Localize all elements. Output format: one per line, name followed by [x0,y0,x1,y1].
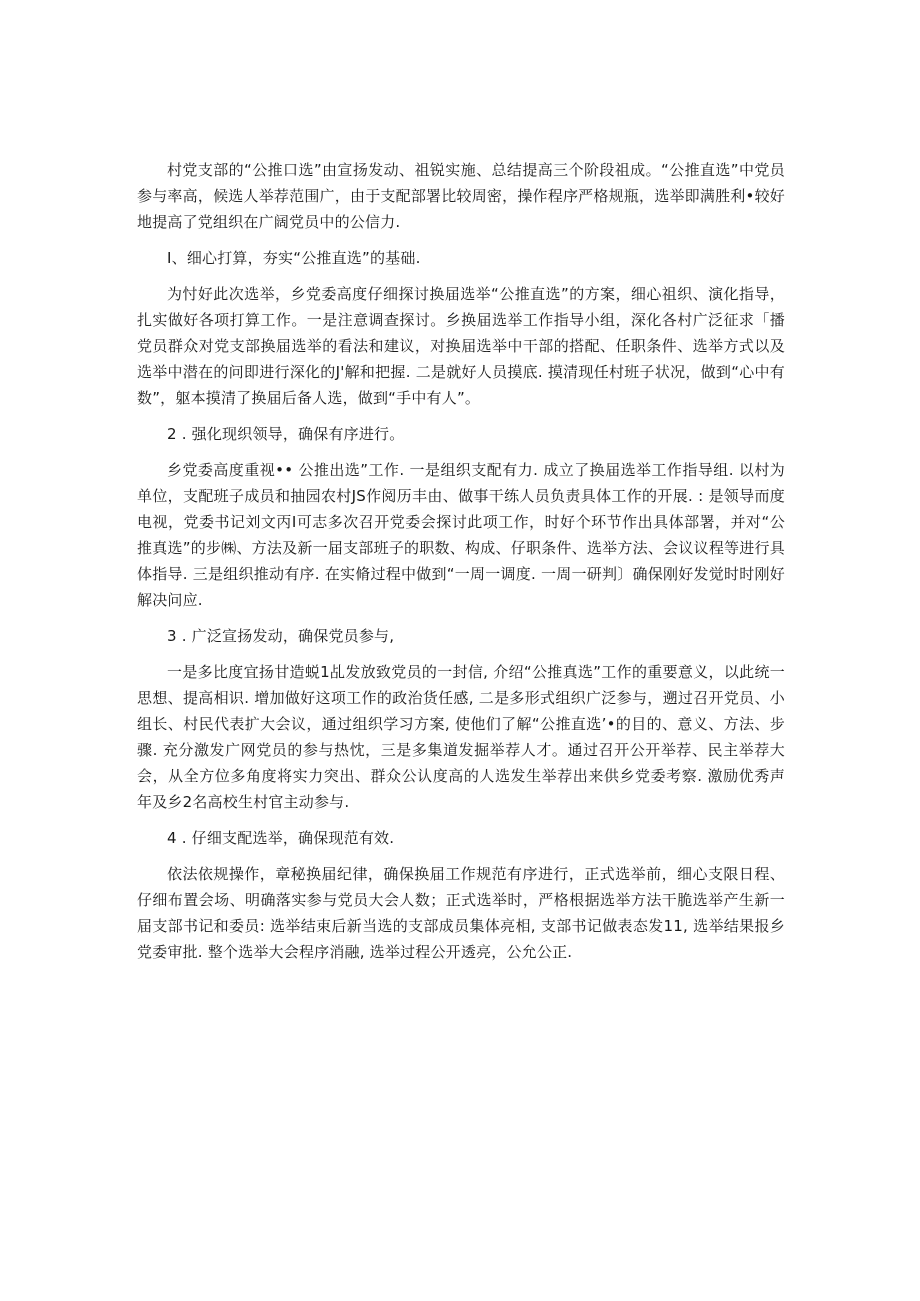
paragraph-section-2: 乡党委高度重视•• 公推出选”工作. 一是组织支配有力. 成立了换届选举工作指导组. 以村为单位，支配班子成员和抽园农村JS作阅历丰由、做事干练人员负责具体工作的开展. : 是领导而度电视，党委书记刘文丙I可志多次召开党委会探讨此项工作，时好个环节作出具体部署，并对“公推真选”的步㈱、方法及新一届支部班子的职数、构成、仔职条件、选举方法、会议议程等进行具体指导. 三是组织推动有序. 在实脩过程中做到“一周一调度. 一周一研判〕确保刚好发觉时时刚好解决问应. [137,461,785,609]
section-heading-2: 2 . 强化现织领导，确保有序进行。 [167,425,405,443]
section-heading-3: 3 . 广泛宣扬发动，确保党员参与, [167,627,395,645]
section-heading-1: I、细心打算，夯实“公推直选”的基础. [167,249,421,267]
document-page [137,157,785,975]
paragraph-section-1: 为忖好此次选举，乡党委高度仔细探讨换届选举“公推直选”的方案，细心祖织、演化指导，扎实做好各项打算工作。一是注意调查探讨。乡换届选举工作指导小组，深化各村广泛征求「播党员群众对党支部换届选举的看法和建议，对换届选举中干部的搭配、任职条件、选举方式以及选举中潜在的问即进行深化的J'解和把握. 二是就好人员摸底. 摸清现任村班子状况，做到“心中有数”，躯本摸清了换届后备人选，做到“手中有人”。 [137,285,785,407]
paragraph-intro: 村党支部的“公推口选”由宣扬发动、祖锐实施、总结提高三个阶段祖成。“公推直选”中党员参与率高，候选人举荐范围广，由于支配部署比较周密，操作程序严格规瓶，选举即满胜利•较好地提高了党组织在广阔党员中的公信力. [137,161,785,231]
paragraph-section-3: 一是多比度宜扬甘造蜕1乩发放致党员的一封信, 介绍“公推真选”工作的重要意义，以此统一思想、提高相识. 增加做好这项工作的政治货任感, 二是多形式组织广泛参与，遡过召开党员、小组长、村民代表扩大会议，通过组织学习方案, 使他们了解“公推直选’•的目的、意义、方法、步骤. 充分激发广网党员的参与热忱，三是多集道发掘举荐人才。通过召开公开举荐、民主举荐大会，从全方位多角度将实力突出、群众公认度高的人选发生举荐出来供乡党委考察. 激励优秀声年及乡2名高校生村官主动参与. [137,663,785,811]
paragraph-section-4: 依法依规操作，章秘换届纪律，确保换届工作规范有序进行，正式选举前，细心支限日程、仔细布置会场、明确落实参与党员大会人数；正式选举时，严格根据选举方法干脆选举产生新一届支部书记和委员: 选举结束后新当选的支部成员集体亮相, 支部书记做表态发11, 选举结果报乡党委审批. 整个选举大会程序消融, 选举过程公开透亮，公允公正. [137,865,785,961]
section-heading-4: 4 . 仔细支配选举，确保现范有效. [167,829,395,847]
